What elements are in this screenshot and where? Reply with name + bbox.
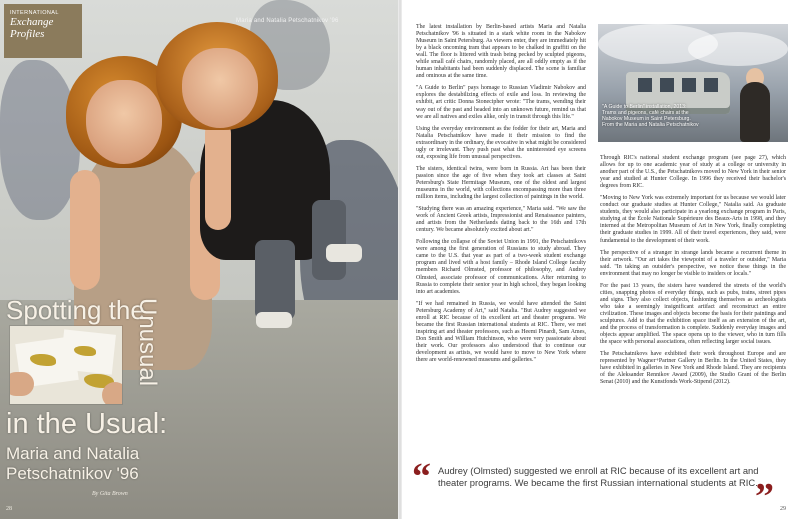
tram-window xyxy=(682,78,696,92)
tram-window xyxy=(638,78,652,92)
open-quote-icon: “ xyxy=(412,456,431,498)
page-number-left: 28 xyxy=(6,506,12,512)
section-label xyxy=(4,4,82,58)
paragraph: "Studying there was an amazing experience," Maria said. "We saw the work of Ancient Greek artists, Impressionist and Renaissance painters, and artists from the Netherlands dating back to the 16th and 17th century. We became absolutely excited about art." xyxy=(416,206,586,234)
section-label-bot: Profiles xyxy=(10,28,45,40)
inset-photo xyxy=(10,326,122,404)
page-gutter xyxy=(398,0,402,519)
article-column-2 xyxy=(600,155,786,391)
arm xyxy=(70,170,100,290)
tram-window xyxy=(704,78,718,92)
paragraph: The latest installation by Berlin-based artists Maria and Natalia Petschatnikov '96 is situated in a stark white room in the Nabokov Museum in Saint Petersburg. As viewers enter, they are immediately hit by a black oncoming tram that appears to be chalked in graffiti on the wall. The floor is littered with trash being pecked by sculpted pigeons, while small café chairs, randomly placed, are all oddly empty as if the human inhabitants had been suddenly displaced. The scene is familiar and ominous at the same time. xyxy=(416,24,586,80)
face xyxy=(182,48,258,128)
paragraph: Following the collapse of the Soviet Union in 1991, the Petschatnikovs were among the first generation of Russians to study abroad. They came to the U.S. that year as part of a two-week student exchange program and lived with a host family – Rhode Island College faculty members Richard Olmsted, professor of philosophy, and Audrey Olmsted, associate professor of communications. After returning to Russia to complete their senior year in high school, they began looking into art academies. xyxy=(416,239,586,295)
title-line-1: Spotting the xyxy=(6,295,145,325)
section-label-mid: Exchange xyxy=(10,16,54,28)
paragraph: "Moving to New York was extremely important for us because we would later conduct our graduate studies at Hunter College," Natalia said. As graduate students, they would also participate in a yearlong exchange program in Paris, studying at the École Nationale Supérieure des Beaux-Arts in 1998, and they interned at the Metropolitan Museum of Art in New York, finally completing their graduate studies in 1999. All of their travel experiences, they said, were fundamental to the development of their work. xyxy=(600,195,786,244)
installation-photo xyxy=(598,24,788,142)
paragraph: The Petschatnikovs have exhibited their work throughout Europe and are represented by Wagner+Partner Gallery in Berlin. In the United States, they have exhibited in galleries in New York and Rhode Island. They are recipients of the Aleksander Rennikov Award (2009), the Studio Grant of the Berlin Senat (2010) and the Kunstfonds Work-Stipend (2012). xyxy=(600,351,786,386)
paragraph: For the past 13 years, the sisters have wandered the streets of the world's cities, snapping photos of everyday things, such as pubs, trains, street pipes and signs. They also collect objects, fashioning themselves as archeologists who take a seemingly insignificant artifact and reconstruct an entire civilization. These images and objects become the basis for their paintings and sculptures. Add to that the exhibition space itself as an extension of the art, and the process of transformation is complete. Suddenly everyday images and objects appear amplified. The space opens up to the viewer, who in turn fills the space with personal associations, often reflecting larger social issues. xyxy=(600,282,786,346)
paragraph: The sisters, identical twins, were born in Russia. Art has been their passion since the age of five when they took art classes at Saint Petersburg's State Hermitage Museum, one of the oldest and largest museums in the world, with collections encompassing more than three million items, including the largest collection of paintings in the world. xyxy=(416,165,586,201)
paragraph: Using the everyday environment as the fodder for their art, Maria and Natalia Petschatnikov have made it their mission to find the extraordinary in the ordinary, the evocative in what might be considered ugly or irrelevant. They push past what the uninterested eye screens out, exposing life from unusual perspectives. xyxy=(416,125,586,160)
shoe xyxy=(326,244,362,262)
paragraph: "If we had remained in Russia, we would have attended the Saint Petersburg Academy of Art," said Natalia. "But Audrey suggested we enroll at RIC because of its excellent art and theater programs. We became the first Russian international students at RIC. There, we met inspiring art and theater professors, such as Heemi Pinardi, Sam Ames, Don Smith and William Hutchinson, who were very passionate about their work. Our professors also understood that to continue our development as artists, we would have to move to New York where there are world-renowned museums and galleries." xyxy=(416,300,586,364)
leg xyxy=(255,240,295,320)
paragraph: The perspective of a stranger in strange lands became a recurrent theme in their artwork. "Our art takes the viewpoint of a traveler or outsider," Maria said. "In taking an outsider's perspective, we notice these things in the environment that may no longer be visible to insiders or locals." xyxy=(600,249,786,277)
pull-quote-text: Audrey (Olmsted) suggested we enroll at RIC because of its excellent art and theater programs. We became the first Russian international students at RIC. xyxy=(438,465,759,488)
title-line-4: Maria and Natalia xyxy=(6,444,140,463)
paragraph: Through RIC's national student exchange program (see page 27), which allows for up to one academic year of study at a college or university in another part of the U.S., the Petschatnikovs moved to New York in their senior year and studied at Hunter College. In 1996 they received their bachelor's degrees from RIC. xyxy=(600,155,786,190)
mural-cloud xyxy=(688,32,788,66)
close-quote-icon: ” xyxy=(755,476,774,518)
paragraph: "A Guide to Berlin" pays homage to Russian Vladimir Nabokov and explores the destabilizing effects of exile and loss. In reviewing the exhibit, art critic Donna Stonecipher wrote: "The trams, wending their way out of the past and headed into an unknown future, remind us that we are all natives and exiles alike, only in transit through this life." xyxy=(416,85,586,120)
wall-graffiti xyxy=(0,60,80,220)
title-line-5: Petschatnikov '96 xyxy=(6,464,139,483)
article-column-1 xyxy=(416,24,586,369)
arm xyxy=(205,120,231,230)
visitor-figure xyxy=(740,82,770,142)
photo-caption: "A Guide to Berlin" installation, 2013: Trams and pigeons, café chairs at the Nabokov Museum in Saint Petersburg. From the Maria and Natalia Petschatnikov xyxy=(602,104,699,128)
title-line-2: Unusual xyxy=(134,298,161,387)
tram-window xyxy=(660,78,674,92)
hand xyxy=(102,382,122,404)
section-label-top: INTERNATIONAL xyxy=(10,10,59,16)
title-line-3: in the Usual: xyxy=(6,408,168,440)
page-number-right: 29 xyxy=(780,506,786,512)
leg xyxy=(312,200,346,280)
hero-photo xyxy=(0,0,398,519)
byline: By Gita Brown xyxy=(92,491,128,497)
hand xyxy=(10,372,34,396)
shoe xyxy=(256,312,292,328)
face xyxy=(86,80,162,164)
photo-credit: Maria and Natalia Petschatnikov '96 xyxy=(236,18,339,24)
